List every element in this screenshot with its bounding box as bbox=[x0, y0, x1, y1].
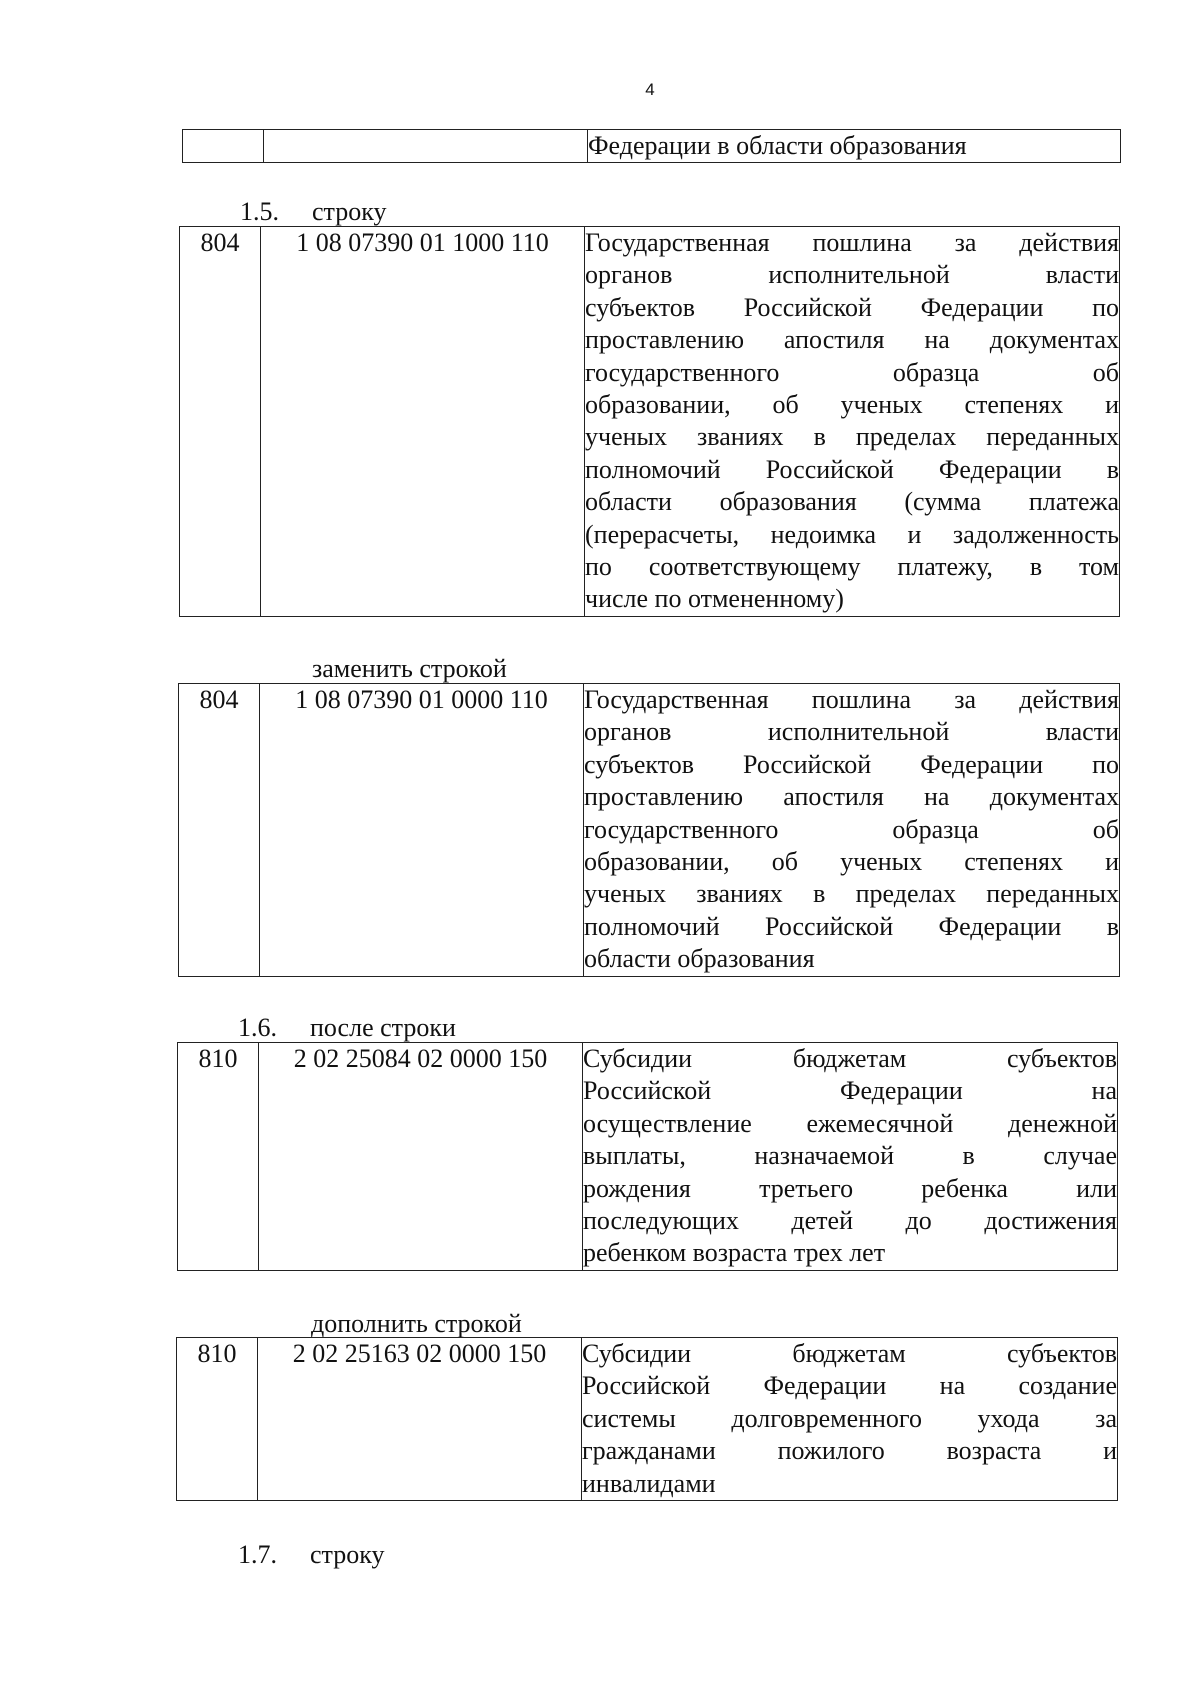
name-line: гражданами пожилого возраста и bbox=[582, 1436, 1117, 1466]
code-table bbox=[177, 1042, 1118, 1271]
name-cell bbox=[583, 1043, 1118, 1271]
name-line: Российской Федерации на bbox=[583, 1076, 1117, 1106]
top-fragment-table bbox=[182, 129, 1121, 163]
name-line: органов исполнительной власти bbox=[585, 260, 1119, 290]
name-line: Субсидии бюджетам субъектов bbox=[583, 1044, 1117, 1073]
budget-code-cell: 2 02 25084 02 0000 150 bbox=[259, 1043, 583, 1271]
name-line: рождения третьего ребенка или bbox=[583, 1173, 1117, 1203]
name-line: области образования (сумма платежа bbox=[585, 487, 1119, 517]
budget-code-cell bbox=[264, 130, 588, 163]
name-line: государственного образца об bbox=[584, 814, 1119, 844]
section-caption bbox=[238, 1540, 384, 1570]
name-cell bbox=[582, 1338, 1118, 1501]
admin-code-cell bbox=[183, 130, 264, 163]
name-line: последующих детей до достижения bbox=[583, 1206, 1117, 1236]
name-line: осуществление ежемесячной денежной bbox=[583, 1108, 1117, 1138]
name-line: образовании, об ученых степенях и bbox=[585, 390, 1119, 420]
section-number: 1.6. bbox=[238, 1013, 277, 1042]
budget-code-cell: 1 08 07390 01 0000 110 bbox=[260, 684, 584, 977]
table-row bbox=[177, 1338, 1118, 1501]
section-caption bbox=[311, 1309, 522, 1339]
section-caption-text: после строки bbox=[310, 1013, 456, 1042]
admin-code-cell: 804 bbox=[180, 227, 261, 617]
name-line: субъектов Российской Федерации по bbox=[584, 749, 1119, 779]
section-number: 1.5. bbox=[240, 197, 279, 226]
section-caption bbox=[238, 1013, 456, 1043]
table-row bbox=[183, 130, 1121, 163]
admin-code-cell: 804 bbox=[179, 684, 260, 977]
name-cell bbox=[584, 684, 1120, 977]
page-number: 4 bbox=[645, 80, 655, 99]
table-row bbox=[179, 684, 1120, 977]
table-row bbox=[178, 1043, 1118, 1271]
name-line: органов исполнительной власти bbox=[584, 717, 1119, 747]
name-line: системы долговременного ухода за bbox=[582, 1403, 1117, 1433]
code-table bbox=[179, 226, 1120, 617]
name-line: числе по отмененному) bbox=[585, 584, 844, 614]
name-line: государственного образца об bbox=[585, 357, 1119, 387]
name-line: субъектов Российской Федерации по bbox=[585, 292, 1119, 322]
section-caption-text: дополнить строкой bbox=[311, 1309, 522, 1338]
section-caption-text: заменить строкой bbox=[312, 654, 507, 683]
name-line: проставлению апостиля на документах bbox=[584, 782, 1119, 812]
section-caption-text: строку bbox=[312, 197, 387, 226]
name-line: инвалидами bbox=[582, 1468, 716, 1498]
admin-code-cell: 810 bbox=[177, 1338, 258, 1501]
name-cell: Федерации в области образования bbox=[588, 130, 1121, 163]
name-cell bbox=[585, 227, 1120, 617]
name-line: ученых званиях в пределах переданных bbox=[585, 422, 1119, 452]
name-line: Субсидии бюджетам субъектов bbox=[582, 1339, 1117, 1368]
code-table bbox=[176, 1337, 1118, 1501]
name-line: полномочий Российской Федерации в bbox=[584, 911, 1119, 941]
name-line: по соответствующему платежу, в том bbox=[585, 552, 1119, 582]
name-line: Государственная пошлина за действия bbox=[584, 685, 1119, 714]
code-table bbox=[178, 683, 1120, 977]
name-line: полномочий Российской Федерации в bbox=[585, 454, 1119, 484]
name-line: Российской Федерации на создание bbox=[582, 1371, 1117, 1401]
section-number: 1.7. bbox=[238, 1540, 277, 1569]
name-line: проставлению апостиля на документах bbox=[585, 325, 1119, 355]
section-caption bbox=[312, 654, 507, 684]
name-line: ученых званиях в пределах переданных bbox=[584, 879, 1119, 909]
name-line: выплаты, назначаемой в случае bbox=[583, 1141, 1117, 1171]
name-line: (перерасчеты, недоимка и задолженность bbox=[585, 519, 1119, 549]
name-line: образовании, об ученых степенях и bbox=[584, 847, 1119, 877]
name-line: области образования bbox=[584, 944, 815, 974]
name-line: ребенком возраста трех лет bbox=[583, 1238, 886, 1268]
budget-code-cell: 2 02 25163 02 0000 150 bbox=[258, 1338, 582, 1501]
admin-code-cell: 810 bbox=[178, 1043, 259, 1271]
table-row bbox=[180, 227, 1120, 617]
section-caption bbox=[240, 197, 386, 227]
section-caption-text: строку bbox=[310, 1540, 385, 1569]
name-line: Государственная пошлина за действия bbox=[585, 228, 1119, 257]
budget-code-cell: 1 08 07390 01 1000 110 bbox=[261, 227, 585, 617]
